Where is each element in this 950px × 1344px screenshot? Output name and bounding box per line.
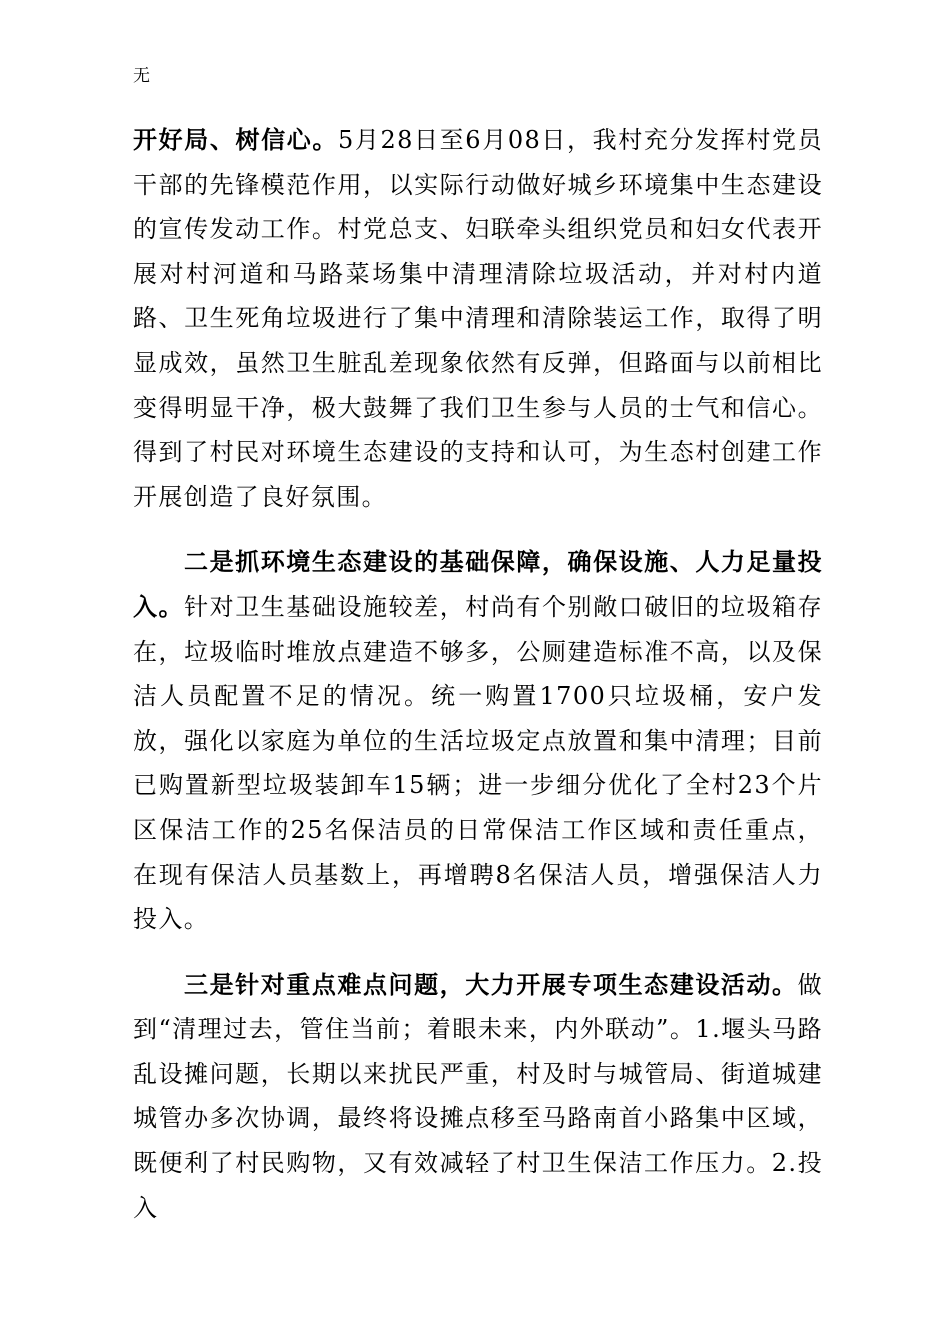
paragraph-2 xyxy=(133,540,823,941)
paragraph-1 xyxy=(133,118,823,519)
paragraph-1-lead: 开好局、树信心。 xyxy=(133,125,338,154)
paragraph-2-lead: 二是抓环境生态建设的基础保障，确保设施、人力足量投入。 xyxy=(133,547,823,621)
paragraph-3 xyxy=(133,963,823,1231)
document-body xyxy=(133,118,823,1230)
paragraph-2-body: 针对卫生基础设施较差，村尚有个别敞口破旧的垃圾箱存在，垃圾临时堆放点建造不够多，公厕建造标准不高，以及保洁人员配置不足的情况。统一购置1700只垃圾桶，安户发放，强化以家庭为单位的生活垃圾定点放置和集中清理；目前已购置新型垃圾装卸车15辆；进一步细分优化了全村23个片区保洁工作的25名保洁员的日常保洁工作区域和责任重点，在现有保洁人员基数上，再增聘8名保洁人员，增强保洁人力投入。 xyxy=(133,592,823,934)
paragraph-1-body: 5月28日至6月08日，我村充分发挥村党员干部的先锋模范作用，以实际行动做好城乡环境集中生态建设的宣传发动工作。村党总支、妇联牵头组织党员和妇女代表开展对村河道和马路菜场集中清理清除垃圾活动，并对村内道路、卫生死角垃圾进行了集中清理和清除装运工作，取得了明显成效，虽然卫生脏乱差现象依然有反弹，但路面与以前相比变得明显干净，极大鼓舞了我们卫生参与人员的士气和信心。得到了村民对环境生态建设的支持和认可，为生态村创建工作开展创造了良好氛围。 xyxy=(133,126,823,511)
header-mark: 无 xyxy=(133,66,150,86)
paragraph-3-lead: 三是针对重点难点问题，大力开展专项生态建设活动。 xyxy=(184,969,798,999)
paragraph-3-body: 做到“清理过去，管住当前；着眼未来，内外联动”。1.堰头马路乱设摊问题，长期以来扰民严重，村及时与城管局、街道城建城管办多次协调，最终将设摊点移至马路南首小路集中区域，既便利了村民购物，又有效减轻了村卫生保洁工作压力。2.投入 xyxy=(133,970,823,1222)
